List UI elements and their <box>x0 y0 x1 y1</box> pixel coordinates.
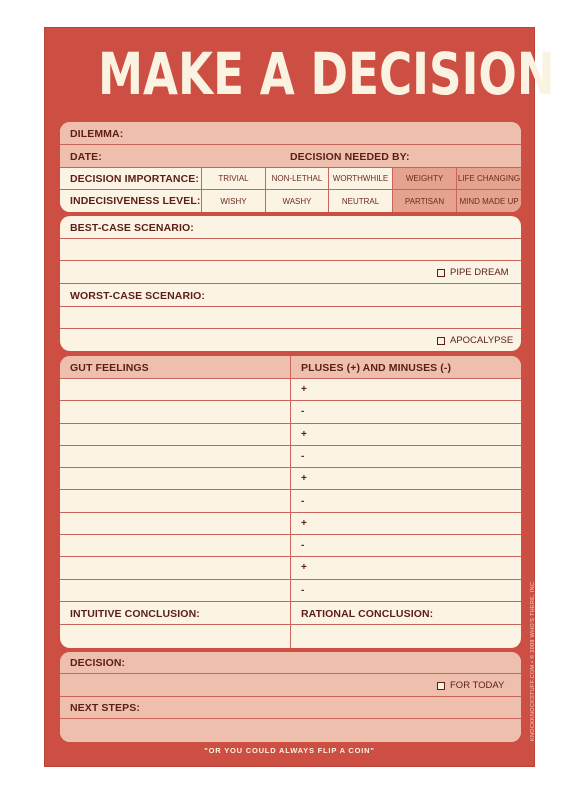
indecisiveness-option-partisan[interactable]: PARTISAN <box>392 190 456 212</box>
for-today-label: FOR TODAY <box>450 680 505 691</box>
importance-option-weighty[interactable]: WEIGHTY <box>392 168 456 189</box>
minus-sign: - <box>301 540 305 552</box>
indecisiveness-option-mind-made-up[interactable]: MIND MADE UP <box>456 190 521 212</box>
needed-by-label: DECISION NEEDED BY: <box>290 151 410 163</box>
pipe-dream-checkbox[interactable] <box>437 267 509 278</box>
scenario-card <box>60 216 521 351</box>
plus-sign: + <box>301 384 307 395</box>
best-case-row[interactable] <box>60 216 521 239</box>
checkbox-icon <box>437 337 445 345</box>
plus-sign: + <box>301 473 307 485</box>
importance-row <box>60 168 521 190</box>
importance-option-trivial[interactable]: TRIVIAL <box>201 168 265 189</box>
pluses-minuses-label: PLUSES (+) AND MINUSES (-) <box>301 362 452 374</box>
next-steps-line[interactable] <box>60 719 521 742</box>
column-divider <box>290 356 291 648</box>
next-steps-label: NEXT STEPS: <box>70 702 140 714</box>
copyright-text: KNOCKKNOCKSTUFF.COM • © 2009 WHO'S THERE, INC. <box>530 580 536 741</box>
decision-card <box>60 652 521 742</box>
for-today-checkbox[interactable] <box>437 680 504 691</box>
analysis-card <box>60 356 521 648</box>
plus-sign: + <box>301 562 307 574</box>
worst-case-check-row <box>60 329 521 351</box>
indecisiveness-label: INDECISIVENESS LEVEL: <box>70 195 201 207</box>
dilemma-card <box>60 122 521 212</box>
page-title: MAKE A DECISION <box>98 40 555 108</box>
intuitive-conclusion-label: INTUITIVE CONCLUSION: <box>70 608 200 620</box>
indecisiveness-option-washy[interactable]: WASHY <box>265 190 328 212</box>
date-row[interactable] <box>60 145 521 168</box>
minus-sign: - <box>301 495 305 507</box>
importance-label: DECISION IMPORTANCE: <box>70 173 199 185</box>
indecisiveness-option-neutral[interactable]: NEUTRAL <box>328 190 392 212</box>
worst-case-line[interactable] <box>60 307 521 329</box>
decision-label: DECISION: <box>70 657 126 669</box>
indecisiveness-row <box>60 190 521 212</box>
date-label: DATE: <box>70 151 102 163</box>
decision-row[interactable] <box>60 652 521 674</box>
gut-feelings-label: GUT FEELINGS <box>70 362 149 374</box>
best-case-line[interactable] <box>60 239 521 261</box>
checkbox-icon <box>437 682 445 690</box>
best-case-label: BEST-CASE SCENARIO: <box>70 222 194 234</box>
apocalypse-checkbox[interactable] <box>437 335 513 346</box>
plus-sign: + <box>301 428 307 440</box>
pipe-dream-label: PIPE DREAM <box>450 267 509 278</box>
worst-case-row[interactable] <box>60 284 521 307</box>
rational-conclusion-label: RATIONAL CONCLUSION: <box>301 608 434 620</box>
decision-check-row <box>60 674 521 697</box>
footer-tagline: "OR YOU COULD ALWAYS FLIP A COIN" <box>204 746 375 755</box>
best-case-check-row <box>60 261 521 284</box>
importance-option-life-changing[interactable]: LIFE CHANGING <box>456 168 521 189</box>
importance-option-non-lethal[interactable]: NON-LETHAL <box>265 168 328 189</box>
indecisiveness-option-wishy[interactable]: WISHY <box>201 190 265 212</box>
minus-sign: - <box>301 584 305 596</box>
plus-sign: + <box>301 517 307 529</box>
dilemma-label: DILEMMA: <box>70 128 124 140</box>
importance-option-worthwhile[interactable]: WORTHWHILE <box>328 168 392 189</box>
next-steps-row[interactable] <box>60 697 521 719</box>
apocalypse-label: APOCALYPSE <box>450 335 514 346</box>
worst-case-label: WORST-CASE SCENARIO: <box>70 290 206 302</box>
dilemma-row[interactable] <box>60 122 521 145</box>
minus-sign: - <box>301 450 305 462</box>
checkbox-icon <box>437 269 445 277</box>
minus-sign: - <box>301 406 305 418</box>
